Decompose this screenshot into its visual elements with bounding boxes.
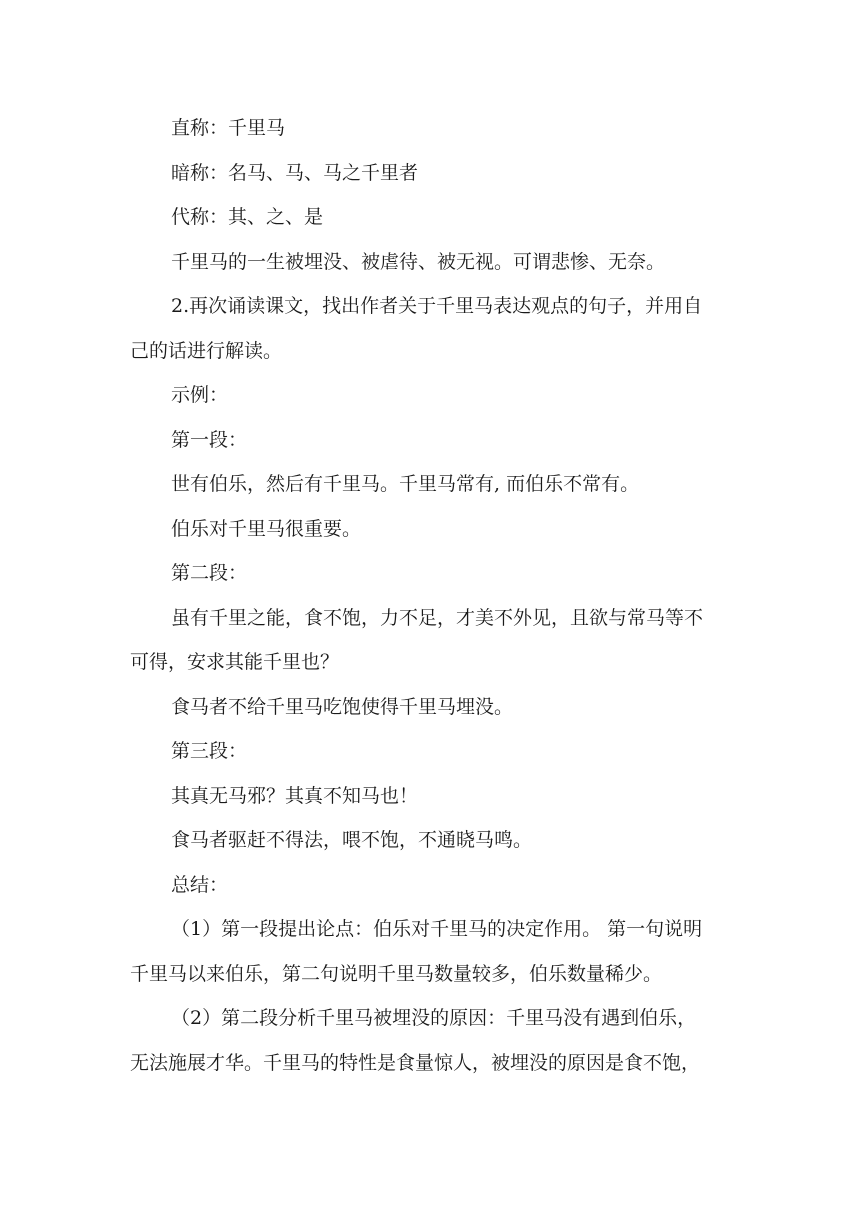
text-line: 示例：	[171, 384, 229, 406]
summary-line: （2）第二段分析千里马被埋没的原因：千里马没有遇到伯乐，	[171, 1007, 697, 1029]
section-heading: 第一段：	[171, 428, 248, 451]
text-line: 直称：千里马	[171, 117, 286, 139]
document-body	[130, 106, 730, 1085]
section-heading: 第三段：	[171, 740, 248, 762]
text-line: 己的话进行解读。	[130, 339, 283, 362]
quote-line: 可得，安求其能千里也？	[130, 651, 340, 673]
summary-line: 千里马以来伯乐，第二句说明千里马数量较多，伯乐数量稀少。	[130, 962, 663, 985]
summary-line: 无法施展才华。千里马的特性是食量惊人，被埋没的原因是食不饱，	[130, 1051, 701, 1074]
text-line: 食马者不给千里马吃饱使得千里马埋没。	[171, 695, 514, 718]
text-line: 代称：其、之、是	[171, 206, 324, 228]
text-line: 食马者驱赶不得法，喂不饱，不通晓马鸣。	[171, 829, 533, 851]
section-heading: 第二段：	[171, 562, 248, 584]
summary-line: （1）第一段提出论点：伯乐对千里马的决定作用。 第一句说明	[171, 918, 703, 940]
text-line: 暗称：名马、马、马之千里者	[171, 161, 419, 184]
text-line: 千里马的一生被埋没、被虐待、被无视。可谓悲惨、无奈。	[171, 250, 666, 273]
quote-line: 世有伯乐，然后有千里马。千里马常有, 而伯乐不常有。	[171, 473, 640, 495]
quote-line: 其真无马邪？其真不知马也！	[171, 784, 419, 807]
text-line: 伯乐对千里马很重要。	[171, 517, 362, 540]
section-heading: 总结：	[171, 873, 229, 896]
quote-line: 虽有千里之能，食不饱，力不足，才美不外见，且欲与常马等不	[171, 606, 704, 629]
text-line: 2.再次诵读课文，找出作者关于千里马表达观点的句子，并用自	[171, 295, 703, 317]
